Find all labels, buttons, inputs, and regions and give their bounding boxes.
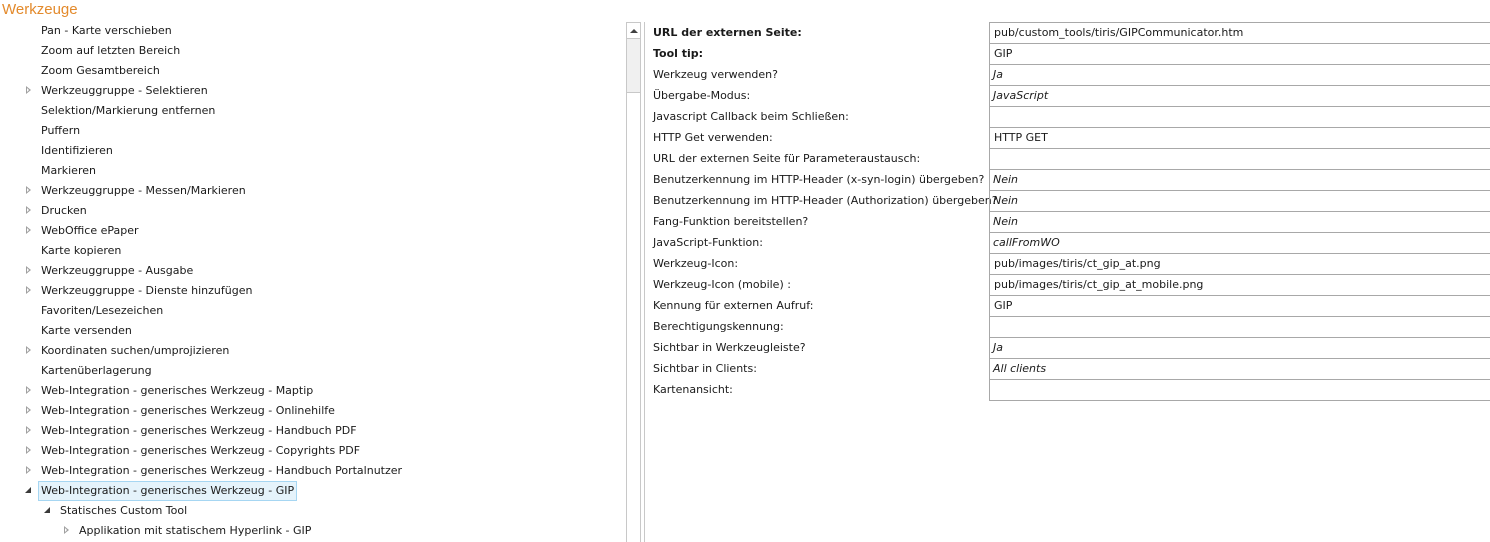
property-label: Benutzerkennung im HTTP-Header (Authorization) übergeben?: [653, 194, 998, 207]
tree-item[interactable]: [0, 100, 620, 120]
tree-item-label: Markieren: [41, 164, 96, 177]
tree-item-label: Statisches Custom Tool: [60, 504, 188, 517]
property-row: [645, 379, 1490, 400]
tree-item-label: Puffern: [41, 124, 81, 137]
property-value-field[interactable]: pub/custom_tools/tiris/GIPCommunicator.htm: [989, 22, 1490, 43]
tree-item-label: Favoriten/Lesezeichen: [41, 304, 164, 317]
property-row: [645, 190, 1490, 211]
property-row: [645, 232, 1490, 253]
property-value-field[interactable]: Nein: [989, 211, 1490, 232]
property-row: [645, 127, 1490, 148]
tree-item[interactable]: [0, 120, 620, 140]
triangle-expanded-icon: [25, 487, 31, 493]
property-label: Werkzeug-Icon:: [653, 257, 739, 270]
tree-item[interactable]: [0, 520, 620, 540]
tree-item[interactable]: [0, 360, 620, 380]
property-label: Werkzeug-Icon (mobile) :: [653, 278, 791, 291]
property-row: [645, 211, 1490, 232]
property-label: Werkzeug verwenden?: [653, 68, 778, 81]
triangle-collapsed-icon: [26, 186, 31, 194]
tree-item[interactable]: [0, 160, 620, 180]
expand-toggle[interactable]: [22, 460, 34, 480]
tree-item[interactable]: [0, 40, 620, 60]
property-value-field[interactable]: All clients: [989, 358, 1490, 379]
property-row: [645, 337, 1490, 358]
tree-item-label: Werkzeuggruppe - Messen/Markieren: [41, 184, 246, 197]
tree-item[interactable]: [0, 400, 620, 420]
property-value-field[interactable]: callFromWO: [989, 232, 1490, 253]
property-row: [645, 43, 1490, 64]
tree-item-label: Werkzeuggruppe - Selektieren: [41, 84, 208, 97]
expand-toggle[interactable]: [22, 280, 34, 300]
property-row: [645, 22, 1490, 43]
property-value-field[interactable]: Ja: [989, 337, 1490, 358]
triangle-up-icon: [630, 29, 638, 33]
property-label: URL der externen Seite:: [653, 26, 802, 39]
property-label: Kennung für externen Aufruf:: [653, 299, 814, 312]
triangle-collapsed-icon: [26, 266, 31, 274]
tree-item-label: Identifizieren: [41, 144, 113, 157]
property-value-field[interactable]: [989, 316, 1490, 337]
property-label: Kartenansicht:: [653, 383, 733, 396]
property-value-field[interactable]: JavaScript: [989, 85, 1490, 106]
tree-item-label: Web-Integration - generisches Werkzeug - Handbuch Portalnutzer: [41, 464, 403, 477]
tree-item-label: Werkzeuggruppe - Ausgabe: [41, 264, 194, 277]
tree-item[interactable]: [0, 260, 620, 280]
property-row: [645, 148, 1490, 169]
scroll-track[interactable]: [627, 39, 640, 92]
tree-item[interactable]: [0, 300, 620, 320]
property-label: URL der externen Seite für Parameteraustausch:: [653, 152, 921, 165]
tree-item-label: Zoom auf letzten Bereich: [41, 44, 181, 57]
tree-item-label: Web-Integration - generisches Werkzeug - Copyrights PDF: [41, 444, 361, 457]
property-label: Benutzerkennung im HTTP-Header (x-syn-login) übergeben?: [653, 173, 985, 186]
property-label: Sichtbar in Clients:: [653, 362, 757, 375]
property-value-field[interactable]: [989, 148, 1490, 169]
tree-item-label: Karte kopieren: [41, 244, 122, 257]
property-row: [645, 85, 1490, 106]
triangle-collapsed-icon: [26, 466, 31, 474]
tree-item-label: Werkzeuggruppe - Dienste hinzufügen: [41, 284, 253, 297]
tree-item[interactable]: [0, 200, 620, 220]
property-row: [645, 295, 1490, 316]
triangle-collapsed-icon: [26, 226, 31, 234]
triangle-collapsed-icon: [26, 86, 31, 94]
tree-item-label: Drucken: [41, 204, 87, 217]
expand-toggle[interactable]: [22, 340, 34, 360]
tree-item[interactable]: [0, 20, 620, 40]
property-label: Sichtbar in Werkzeugleiste?: [653, 341, 806, 354]
tree-item[interactable]: [0, 80, 620, 100]
expand-toggle[interactable]: [60, 520, 72, 540]
section-title: Werkzeuge: [2, 1, 78, 18]
tree-item[interactable]: [0, 480, 620, 500]
tree-item[interactable]: [0, 240, 620, 260]
triangle-collapsed-icon: [26, 426, 31, 434]
property-label: Tool tip:: [653, 47, 704, 60]
tree-item[interactable]: [0, 420, 620, 440]
triangle-collapsed-icon: [26, 386, 31, 394]
triangle-expanded-icon: [44, 507, 50, 513]
property-label: Fang-Funktion bereitstellen?: [653, 215, 809, 228]
property-row: [645, 358, 1490, 379]
expand-toggle[interactable]: [22, 440, 34, 460]
triangle-collapsed-icon: [26, 406, 31, 414]
tree-item[interactable]: [0, 220, 620, 240]
property-value-field[interactable]: [989, 106, 1490, 127]
tree-item-label: Web-Integration - generisches Werkzeug - Onlinehilfe: [41, 404, 335, 417]
property-label: JavaScript-Funktion:: [653, 236, 763, 249]
tree-item-label: WebOffice ePaper: [41, 224, 139, 237]
expand-toggle[interactable]: [22, 200, 34, 220]
collapse-toggle[interactable]: [22, 480, 34, 500]
triangle-collapsed-icon: [26, 346, 31, 354]
tree-item[interactable]: [0, 280, 620, 300]
tree-item[interactable]: [0, 340, 620, 360]
expand-toggle[interactable]: [22, 80, 34, 100]
property-row: [645, 106, 1490, 127]
property-row: [645, 253, 1490, 274]
property-label: Übergabe-Modus:: [653, 89, 751, 102]
tree-item-label: Applikation mit statischem Hyperlink - GIP: [79, 524, 312, 537]
property-value-field[interactable]: [989, 379, 1490, 401]
property-value-field[interactable]: GIP: [989, 295, 1490, 316]
vertical-scrollbar[interactable]: [626, 22, 641, 542]
tree-item-label: Web-Integration - generisches Werkzeug - GIP: [38, 481, 297, 501]
scroll-up-button[interactable]: [626, 22, 641, 39]
tree-item-label: Pan - Karte verschieben: [41, 24, 172, 37]
property-value-field[interactable]: Ja: [989, 64, 1490, 85]
expand-toggle[interactable]: [22, 220, 34, 240]
tree-item[interactable]: [0, 380, 620, 400]
property-row: [645, 274, 1490, 295]
property-label: Javascript Callback beim Schließen:: [653, 110, 849, 123]
triangle-collapsed-icon: [26, 446, 31, 454]
property-row: [645, 169, 1490, 190]
tree-item[interactable]: [0, 440, 620, 460]
tree-item[interactable]: [0, 320, 620, 340]
tree-item[interactable]: [0, 140, 620, 160]
property-value-field[interactable]: Nein: [989, 169, 1490, 190]
triangle-collapsed-icon: [26, 286, 31, 294]
expand-toggle[interactable]: [22, 260, 34, 280]
tree-item-label: Kartenüberlagerung: [41, 364, 152, 377]
property-row: [645, 316, 1490, 337]
tree-item[interactable]: [0, 180, 620, 200]
tree-item-label: Zoom Gesamtbereich: [41, 64, 160, 77]
expand-toggle[interactable]: [22, 380, 34, 400]
expand-toggle[interactable]: [22, 180, 34, 200]
property-value-field[interactable]: pub/images/tiris/ct_gip_at.png: [989, 253, 1490, 274]
property-row: [645, 64, 1490, 85]
property-value-field[interactable]: GIP: [989, 43, 1490, 64]
tree-item[interactable]: [0, 500, 620, 520]
collapse-toggle[interactable]: [41, 500, 53, 520]
property-label: HTTP Get verwenden:: [653, 131, 773, 144]
scroll-thumb[interactable]: [626, 92, 641, 542]
expand-toggle[interactable]: [22, 400, 34, 420]
expand-toggle[interactable]: [22, 420, 34, 440]
tree-item[interactable]: [0, 60, 620, 80]
tree-item-label: Selektion/Markierung entfernen: [41, 104, 216, 117]
tree-item-label: Karte versenden: [41, 324, 132, 337]
property-label: Berechtigungskennung:: [653, 320, 784, 333]
tree-item-label: Web-Integration - generisches Werkzeug - Maptip: [41, 384, 314, 397]
triangle-collapsed-icon: [64, 526, 69, 534]
property-value-field[interactable]: Nein: [989, 190, 1490, 211]
tree-item[interactable]: [0, 460, 620, 480]
tree-item-label: Koordinaten suchen/umprojizieren: [41, 344, 230, 357]
property-value-field[interactable]: HTTP GET: [989, 127, 1490, 148]
property-value-field[interactable]: pub/images/tiris/ct_gip_at_mobile.png: [989, 274, 1490, 295]
triangle-collapsed-icon: [26, 206, 31, 214]
tree-item-label: Web-Integration - generisches Werkzeug - Handbuch PDF: [41, 424, 357, 437]
